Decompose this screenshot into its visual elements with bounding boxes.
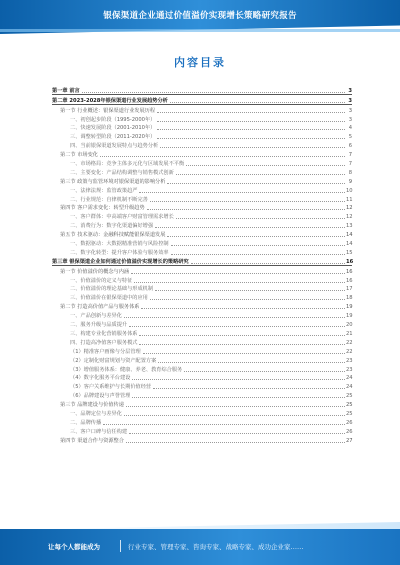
toc-leader-dots: [157, 138, 345, 139]
toc-entry[interactable]: [52, 229, 352, 238]
toc-entry-page: 20: [346, 322, 353, 329]
table-of-contents: [52, 85, 352, 444]
toc-entry-label: 第四节 客户需求变化：转型升级趋势: [60, 205, 145, 212]
toc-leader-dots: [157, 121, 345, 122]
toc-entry[interactable]: [52, 328, 352, 337]
toc-leader-dots: [153, 388, 345, 389]
toc-entry-page: 16: [346, 268, 353, 275]
toc-entry[interactable]: [52, 355, 352, 364]
toc-leader-dots: [132, 397, 345, 398]
toc-entry-label: 一、市场格局：竞争主体多元化与区域发展不平衡: [70, 161, 185, 168]
toc-entry-page: 22: [346, 339, 353, 346]
toc-entry[interactable]: [52, 105, 352, 114]
toc-entry-label: 第五节 技术驱动：金融科技赋能银保渠道发展: [60, 232, 166, 239]
toc-leader-dots: [167, 236, 345, 237]
toc-entry-page: 22: [346, 348, 353, 355]
toc-entry[interactable]: [52, 399, 352, 408]
toc-entry-page: 16: [346, 258, 354, 265]
toc-entry-label: 三、价值溢价在银保渠道中的应用: [70, 295, 148, 302]
toc-entry-page: 6: [348, 143, 352, 150]
toc-entry-page: 12: [346, 205, 353, 212]
toc-entry-label: （6）品牌建设与声誉管理: [70, 393, 131, 400]
toc-entry-page: 17: [346, 286, 353, 293]
toc-entry-label: 三、构建专业化营销服务体系: [70, 330, 138, 337]
toc-entry[interactable]: [52, 337, 352, 346]
toc-leader-dots: [124, 317, 345, 318]
toc-entry-page: 25: [346, 410, 353, 417]
toc-leader-dots: [131, 273, 345, 274]
toc-leader-dots: [103, 424, 345, 425]
toc-entry-label: 二、快速发展阶段（2001-2010年）: [70, 125, 156, 132]
toc-entry-page: 15: [346, 249, 353, 256]
toc-leader-dots: [160, 147, 345, 148]
toc-entry-page: 16: [346, 277, 353, 284]
toc-entry-page: 11: [346, 196, 353, 203]
toc-entry-label: 四、当前银保渠道发展特点与趋势分析: [70, 143, 159, 150]
toc-entry-label: 二、主要变化：产品结构调整与销售模式创新: [70, 169, 174, 176]
header-divider: [0, 29, 400, 32]
toc-entry-page: 3: [348, 116, 352, 123]
toc-entry-page: 26: [346, 419, 353, 426]
toc-entry-label: 三、客户口碑与信任构建: [70, 428, 128, 435]
toc-leader-dots: [126, 406, 345, 407]
toc-entry-page: 24: [346, 375, 353, 382]
footer-slogan: 让每个人都能成为: [48, 543, 100, 551]
toc-entry[interactable]: [52, 194, 352, 203]
toc-leader-dots: [184, 371, 345, 372]
toc-entry[interactable]: [52, 381, 352, 390]
toc-leader-dots: [150, 299, 345, 300]
toc-entry[interactable]: [52, 167, 352, 176]
toc-entry-label: 一、品牌定位与差异化: [70, 410, 122, 417]
toc-entry-label: 二、服务升级与品质提升: [70, 322, 128, 329]
toc-entry[interactable]: [52, 176, 352, 185]
toc-entry[interactable]: [52, 220, 352, 229]
toc-entry[interactable]: [52, 123, 352, 132]
toc-entry-page: 10: [346, 187, 353, 194]
toc-entry-page: 19: [346, 304, 353, 311]
toc-leader-dots: [124, 415, 345, 416]
toc-entry-page: 8: [348, 169, 352, 176]
toc-entry-page: 14: [346, 232, 353, 239]
toc-entry[interactable]: [52, 364, 352, 373]
toc-entry[interactable]: [52, 266, 352, 275]
toc-entry-label: 一、数据驱动：大数据精准营销与风险控制: [70, 241, 169, 248]
toc-entry-label: 一、客户群体：中高端客户财富管理需求增长: [70, 214, 174, 221]
toc-entry[interactable]: [52, 131, 352, 140]
toc-leader-dots: [176, 174, 345, 175]
toc-entry-page: 5: [348, 134, 352, 141]
toc-entry-label: （4）数字化服务平台建设: [70, 375, 131, 382]
toc-entry-label: 第三节 政策与监管环境对银保渠道的影响分析: [60, 178, 166, 185]
toc-entry-label: 二、数字化转型：提升客户体验与服务效率: [70, 249, 169, 256]
toc-entry-label: 二、品牌传播: [70, 419, 102, 426]
toc-leader-dots: [139, 344, 345, 345]
toc-heading: 内容目录: [174, 56, 226, 69]
toc-leader-dots: [167, 183, 345, 184]
toc-entry-page: 3: [348, 107, 352, 114]
toc-leader-dots: [126, 442, 345, 443]
toc-entry-page: 7: [348, 161, 352, 168]
toc-entry-page: 12: [346, 214, 353, 221]
footer-separator: [120, 540, 121, 552]
toc-leader-dots: [139, 192, 345, 193]
toc-leader-dots: [171, 254, 345, 255]
toc-entry[interactable]: [52, 275, 352, 284]
toc-entry[interactable]: [52, 140, 352, 149]
toc-entry[interactable]: [52, 284, 352, 293]
toc-leader-dots: [157, 112, 345, 113]
toc-leader-dots: [134, 282, 345, 283]
toc-entry-page: 25: [346, 402, 353, 409]
toc-entry-page: 9: [348, 178, 352, 185]
toc-entry-page: 19: [346, 313, 353, 320]
toc-leader-dots: [158, 362, 345, 363]
toc-entry-label: 第一节 价值溢价的概念与内涵: [60, 268, 130, 275]
toc-entry-page: 13: [346, 223, 353, 230]
toc-entry[interactable]: [52, 238, 352, 247]
toc-entry-label: 一、价值溢价的定义与特征: [70, 277, 133, 284]
document-title: 银保渠道企业通过价值溢价实现增长策略研究报告: [103, 11, 297, 21]
toc-leader-dots: [129, 433, 345, 434]
toc-leader-dots: [141, 308, 345, 309]
toc-leader-dots: [191, 263, 345, 264]
toc-entry[interactable]: [52, 114, 352, 123]
page-header: [0, 0, 400, 34]
toc-entry-label: 一、法律法规：监管政策趋严: [70, 187, 138, 194]
toc-leader-dots: [150, 201, 345, 202]
toc-entry[interactable]: [52, 319, 352, 328]
toc-entry-page: 3: [348, 87, 352, 94]
toc-leader-dots: [132, 379, 345, 380]
toc-leader-dots: [143, 353, 345, 354]
toc-leader-dots: [139, 335, 345, 336]
toc-entry[interactable]: [52, 390, 352, 399]
toc-entry-label: 二、行业规范：自律机制不断完善: [70, 196, 148, 203]
toc-entry[interactable]: [52, 426, 352, 435]
toc-entry-page: 4: [348, 125, 352, 132]
toc-entry[interactable]: [52, 95, 352, 105]
toc-entry[interactable]: [52, 149, 352, 158]
toc-entry[interactable]: [52, 85, 352, 95]
toc-entry-label: 一、初创起步阶段（1995-2000年）: [70, 116, 156, 123]
toc-leader-dots: [82, 92, 345, 93]
toc-entry[interactable]: [52, 203, 352, 212]
toc-entry-page: 25: [346, 393, 353, 400]
toc-entry-label: 第三章 银保渠道企业如何通过价值溢价实现增长的策略研究: [52, 258, 189, 265]
toc-entry-page: 21: [346, 330, 353, 337]
toc-entry-label: （2）定制化财富规划与资产配置方案: [70, 357, 157, 364]
toc-leader-dots: [186, 165, 345, 166]
toc-leader-dots: [129, 326, 345, 327]
toc-entry[interactable]: [52, 185, 352, 194]
toc-entry[interactable]: [52, 417, 352, 426]
toc-entry[interactable]: [52, 247, 352, 256]
toc-entry-page: 27: [346, 437, 353, 444]
toc-entry[interactable]: [52, 211, 352, 220]
toc-leader-dots: [171, 245, 345, 246]
toc-entry-label: 第二节 市场变化: [60, 152, 98, 159]
toc-entry-label: 第三节 品牌建设与价值传递: [60, 402, 124, 409]
toc-entry-page: 26: [346, 428, 353, 435]
toc-entry-page: 14: [346, 241, 353, 248]
toc-leader-dots: [147, 209, 345, 210]
toc-entry[interactable]: [52, 435, 352, 444]
page-footer: [0, 529, 400, 565]
footer-tagline: 行业专家、管理专家、咨询专家、战略专家、成功企业家……: [128, 543, 304, 551]
toc-entry-label: 四、打造高净值客户服务模式: [70, 339, 138, 346]
toc-leader-dots: [157, 129, 345, 130]
toc-entry-label: 三、调整转型阶段（2011-2020年）: [70, 134, 156, 141]
toc-entry-label: （1）精准客户画像与分层管理: [70, 348, 141, 355]
toc-entry-label: 第一节 行业概述：银保渠道行业发展历程: [60, 107, 156, 114]
toc-entry[interactable]: [52, 256, 352, 266]
toc-entry-page: 23: [346, 357, 353, 364]
toc-leader-dots: [155, 290, 345, 291]
toc-entry[interactable]: [52, 373, 352, 382]
toc-entry-label: （5）客户关系维护与长期价值经营: [70, 384, 152, 391]
toc-entry[interactable]: [52, 310, 352, 319]
toc-entry[interactable]: [52, 346, 352, 355]
toc-entry-label: 第二章 2023-2028年银保渠道行业发展趋势分析: [52, 97, 168, 104]
toc-entry[interactable]: [52, 158, 352, 167]
toc-leader-dots: [176, 218, 345, 219]
toc-entry-label: 第二节 打造高价值产品与服务体系: [60, 304, 140, 311]
toc-leader-dots: [170, 102, 345, 103]
toc-entry-label: 二、价值溢价的理论基础与形成机制: [70, 286, 154, 293]
toc-entry[interactable]: [52, 301, 352, 310]
toc-entry-page: 23: [346, 366, 353, 373]
toc-entry[interactable]: [52, 408, 352, 417]
toc-entry-page: 24: [346, 384, 353, 391]
toc-entry-label: （3）增值服务体系：健康、养老、教育综合服务: [70, 366, 183, 373]
toc-entry-page: 3: [348, 97, 352, 104]
toc-entry-label: 一、产品创新与差异化: [70, 313, 122, 320]
toc-entry[interactable]: [52, 292, 352, 301]
toc-entry-label: 二、消费行为：数字化渠道偏好增强: [70, 223, 154, 230]
toc-entry-label: 第一章 前言: [52, 87, 80, 94]
toc-entry-page: 18: [346, 295, 353, 302]
toc-entry-label: 第四节 渠道合作与资源整合: [60, 437, 124, 444]
toc-leader-dots: [155, 227, 345, 228]
toc-entry-page: 7: [348, 152, 352, 159]
toc-leader-dots: [100, 156, 345, 157]
